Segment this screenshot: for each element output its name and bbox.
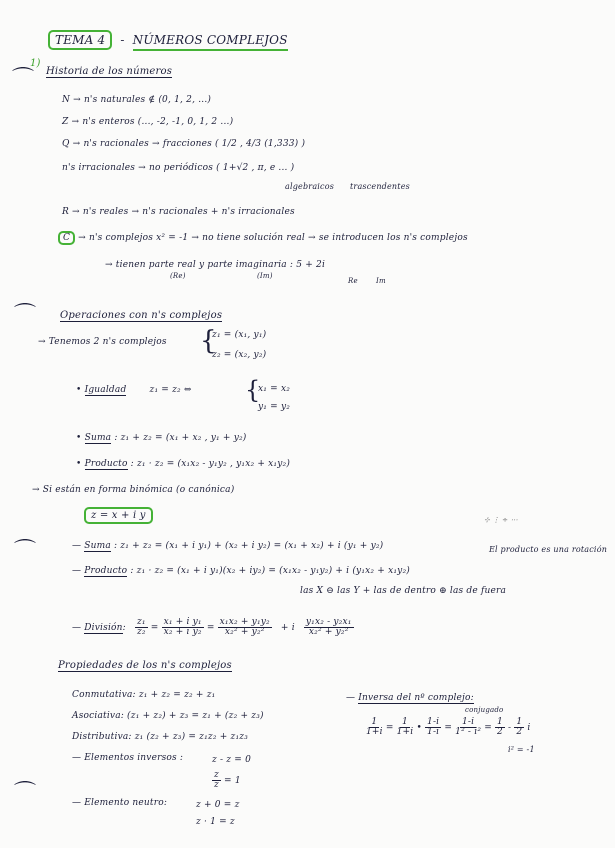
page-title: NÚMEROS COMPLEJOS — [133, 33, 288, 51]
label-conjugado: conjugado — [465, 706, 504, 714]
inv2-den: z — [214, 780, 219, 790]
bsuma-label: Suma — [84, 541, 111, 551]
division-row: — División: $\frac{\text{z₁}}{\text{z₂}}$ = $\frac{\text{x₁ + i y₁}}{\text{x₂ + i y₂}}$ = $\frac{\text{x₁x₂ + y₁y₂}}{\text{x₂² + y₂²}}$ + i $\frac{\text{y₁x₂ - y₂x₁}}{\text{x₂² + y₂²}}$ — [72, 617, 352, 637]
bprod-note: las X ⊖ las Y + las de dentro ⊕ las de fuera — [300, 586, 507, 596]
note-complejos — [58, 233, 468, 243]
inv-a-num: 1 — [371, 717, 378, 727]
prop-asociativa: Asociativa: (z₁ + z₂) + z₃ = z₁ + (z₂ + z₃) — [72, 711, 264, 721]
z-formula: z = x + i y — [84, 507, 153, 524]
bsuma-row: — Suma : z₁ + z₂ = (x₁ + i y₁) + (x₂ + i y₂) = (x₁ + x₂) + i (y₁ + y₂) — [72, 541, 384, 551]
side-sketch: ⊹ ⋮ ÷ ⋯ — [484, 516, 518, 524]
inverso-2 — [212, 771, 241, 790]
neutro-2: z · 1 = z — [196, 817, 235, 827]
div-m-num: x₁ + i y₁ — [163, 617, 202, 627]
div-lhs-num: z₁ — [136, 617, 146, 627]
div-r2-num: y₁x₂ - y₂x₁ — [305, 617, 352, 627]
side-note: El producto es una rotación — [489, 545, 608, 554]
inv-e-den: 2 — [497, 727, 503, 737]
igualdad-y: y₁ = y₂ — [258, 402, 291, 412]
formula-z2: z₂ = (x₂, y₂) — [212, 350, 267, 360]
prop-distributiva: Distributiva: z₁ (z₂ + z₃) = z₁z₂ + z₁z₃ — [72, 732, 249, 742]
ring-mark: ⌒ — [14, 781, 37, 806]
div-r1-den: x₂² + y₂² — [224, 627, 265, 637]
label-im2: Im — [376, 277, 386, 285]
inverso-1: z - z = 0 — [212, 755, 252, 765]
section-heading: Operaciones con n's complejos — [60, 310, 223, 321]
ring-mark: ⌒ — [14, 303, 37, 328]
title-row — [48, 33, 288, 47]
igualdad-formula: z₁ = z₂ ⇔ — [149, 385, 192, 395]
producto-formula: : z₁ · z₂ = (x₁x₂ - y₁y₂ , y₁x₂ + x₁y₂) — [130, 459, 291, 469]
label-algebraicos: algebraicos — [285, 182, 335, 191]
note-binomica: → Si están en forma binómica (o canónica) — [32, 485, 235, 495]
inv-e-num: 1 — [497, 717, 503, 727]
div-r2-den: x₂² + y₂² — [308, 627, 349, 637]
igualdad-label: Igualdad — [84, 385, 127, 395]
div-lhs-den: z₂ — [136, 627, 146, 637]
note-irracionales: n's irracionales → no periódicos ( 1+√2 , π, e ... ) — [62, 163, 295, 173]
inv2-num: z — [214, 770, 219, 780]
suma-row: • Suma : z₁ + z₂ = (x₁ + x₂ , y₁ + y₂) — [76, 433, 247, 443]
label-re2: Re — [348, 277, 358, 285]
note-naturales: N → n's naturales ∉ (0, 1, 2, ...) — [62, 95, 212, 105]
section-heading: Historia de los números — [46, 66, 173, 77]
title-dash: - — [120, 33, 125, 47]
formula-z1: z₁ = (x₁, y₁) — [212, 330, 267, 340]
complejos-text: → n's complejos x² = -1 → no tiene solución real → se introducen los n's complejos — [78, 233, 468, 243]
inv-c-num: 1-i — [427, 717, 440, 727]
c-letter: C — [58, 231, 75, 245]
inversa-title-text: Inversa del nº complejo: — [358, 693, 474, 703]
neutro-1: z + 0 = z — [196, 800, 240, 810]
tema-label: TEMA 4 — [48, 30, 112, 50]
inv-d-den: 1² - i² — [455, 727, 482, 737]
suma-formula: : z₁ + z₂ = (x₁ + x₂ , y₁ + y₂) — [114, 433, 247, 443]
prop-inversos: — Elementos inversos : — [72, 753, 184, 763]
note-reales: R → n's reales → n's racionales + n's irracionales — [62, 207, 295, 217]
inversos-label: Elementos inversos — [84, 753, 177, 763]
section-number: 1) — [30, 58, 41, 69]
inversa-title: — Inversa del nº complejo: — [346, 693, 474, 703]
brace-icon: { — [245, 376, 261, 404]
div-m-den: x₂ + i y₂ — [163, 627, 202, 637]
bprod-row: — Producto : z₁ · z₂ = (x₁ + i y₁)(x₂ + iy₂) = (x₁x₂ - y₁y₂) + i (y₁x₂ + x₁y₂) — [72, 566, 410, 576]
note-partes: → tienen parte real y parte imaginaria : 5 + 2i — [105, 260, 326, 270]
inv-b-num: 1 — [402, 717, 408, 727]
ring-mark: ⌒ — [14, 539, 37, 564]
section-heading: Propiedades de los n's complejos — [58, 660, 232, 671]
i-squared: i² = -1 — [508, 745, 535, 754]
producto-label: Producto — [84, 459, 128, 469]
note-tenemos: → Tenemos 2 n's complejos — [38, 337, 167, 347]
z-box — [84, 510, 153, 521]
inv2-rhs: = 1 — [224, 776, 241, 786]
div-r1-num: x₁x₂ + y₁y₂ — [219, 617, 270, 627]
note-enteros: Z → n's enteros (..., -2, -1, 0, 1, 2 ...) — [62, 117, 234, 127]
note-racionales: Q → n's racionales → fracciones ( 1/2 , 4/3 (1,333) ) — [62, 139, 306, 149]
igualdad-x: x₁ = x₂ — [258, 384, 291, 394]
bsuma-formula: : z₁ + z₂ = (x₁ + i y₁) + (x₂ + i y₂) = (x₁ + x₂) + i (y₁ + y₂) — [114, 541, 384, 551]
prop-neutro: — Elemento neutro: — [72, 798, 168, 808]
inv-f-den: 2 — [516, 727, 523, 737]
producto-row: • Producto : z₁ · z₂ = (x₁x₂ - y₁y₂ , y₁x₂ + x₁y₂) — [76, 459, 291, 469]
inversa-formula: $\frac{1}{1+i}$ = $\frac{1}{1+i}$ • $\frac{1-i}{1-i}$ = $\frac{1-i}{\text{1² - i²}}$ = $\frac{1}{2}$ - $\frac{1}{2}$ i — [366, 717, 531, 737]
inv-a-den: 1+i — [366, 727, 383, 737]
label-re: (Re) — [170, 272, 186, 280]
inv-d-num: 1-i — [462, 717, 475, 727]
division-label: División — [84, 623, 123, 633]
suma-label: Suma — [84, 433, 112, 443]
inv-b-den: 1+i — [396, 727, 414, 737]
neutro-label: Elemento neutro: — [84, 798, 168, 808]
label-im: (Im) — [257, 272, 273, 280]
bprod-formula: : z₁ · z₂ = (x₁ + i y₁)(x₂ + iy₂) = (x₁x₂ - y₁y₂) + i (y₁x₂ + x₁y₂) — [130, 566, 410, 576]
ring-mark: ⌒ — [12, 67, 35, 92]
label-trascendentes: trascendentes — [350, 182, 410, 191]
inv-f-minus: - — [508, 723, 515, 733]
notebook-page: ⌒ ⌒ ⌒ ⌒ TEMA 4 - NÚMEROS COMPLEJOS 1) Historia de los números N → n's naturales ∉ (0, 1, 2, ...) Z → n's enteros (..., -2, -1, 0, 1, 2 ...) Q → n's racionales → fracciones ( 1/2 , 4/3 (1,333) ) n's irracionales → no periódicos ( 1+√2 , π, e ... ) algebraicos trascendentes R → n's reales → n's racionales + n's irracionales C → n's complejos x² = -1 → no tiene solución real → se introducen los n's complejos → tienen parte real y parte imaginaria : 5 + 2i (Re) (Im) Re Im Operaciones con n's complejos → Tenemos 2 n's complejos { z₁ = (x₁, y₁) z₂ = (x₂, y₂) • Igualdad z₁ = z₂ ⇔ { x₁ = x₂ y₁ = y₂ • Suma : z₁ + z₂ = (x₁ + x₂ , y₁ + y₂) • Producto : z₁ · z₂ = (x₁x₂ - y₁y₂ , y₁x₂ + x₁y₂) → Si están en forma binómica (o canónica) z = x + i y ⊹ ⋮ ÷ ⋯ — Suma : z₁ + z₂ = (x₁ + i y₁) + (x₂ + i y₂) = (x₁ + x₂) + i (y₁ + y₂) El producto es una rotación — Producto : z₁ · z₂ = (x₁ + i y₁)(x₂ + iy₂) = (x₁x₂ - y₁y₂) + i (y₁x₂ + x₁y₂) las X ⊖ las Y + las de dentro ⊕ las de fuera — División: $\frac{\text{z₁}}{\text{z₂}}$ = $\frac{\text{x₁ + i y₁}}{\text{x₂ + i y₂}}$ = $\frac{\text{x₁x₂ + y₁y₂}}{\text{x₂² + y₂²}}$ + i $\frac{\text{y₁x₂ - y₂x₁}}{\text{x₂² + y₂²}}$ Propiedades de los n's complejos Conmutativa: z₁ + z₂ = z₂ + z₁ Asociativa: (z₁ + z₂) + z₃ = z₁ + (z₂ + z₃) Distributiva: z₁ (z₂ + z₃) = z₁z₂ + z₁z₃ — Elementos inversos : z - z = 0 $\frac{z}{z}$ = 1 — Elemento neutro: z + 0 = z z · 1 = z — Inversa del nº complejo: conjugado $\frac{1}{1+i}$ = $\frac{1}{1+i}$ • $\frac{1-i}{1-i}$ = $\frac{1-i}{\text{1² - i²}}$ = $\frac{1}{2}$ - $\frac{1}{2}$ i i² = -1 — [0, 0, 615, 848]
prop-conmutativa: Conmutativa: z₁ + z₂ = z₂ + z₁ — [72, 690, 216, 700]
igualdad-row: • Igualdad z₁ = z₂ ⇔ — [76, 385, 192, 395]
inv-f-i: i — [527, 723, 531, 733]
inv-f-num: 1 — [516, 717, 523, 727]
div-plus: + i — [280, 623, 295, 633]
inv-c-den: 1-i — [427, 727, 440, 737]
bprod-label: Producto — [84, 566, 128, 576]
